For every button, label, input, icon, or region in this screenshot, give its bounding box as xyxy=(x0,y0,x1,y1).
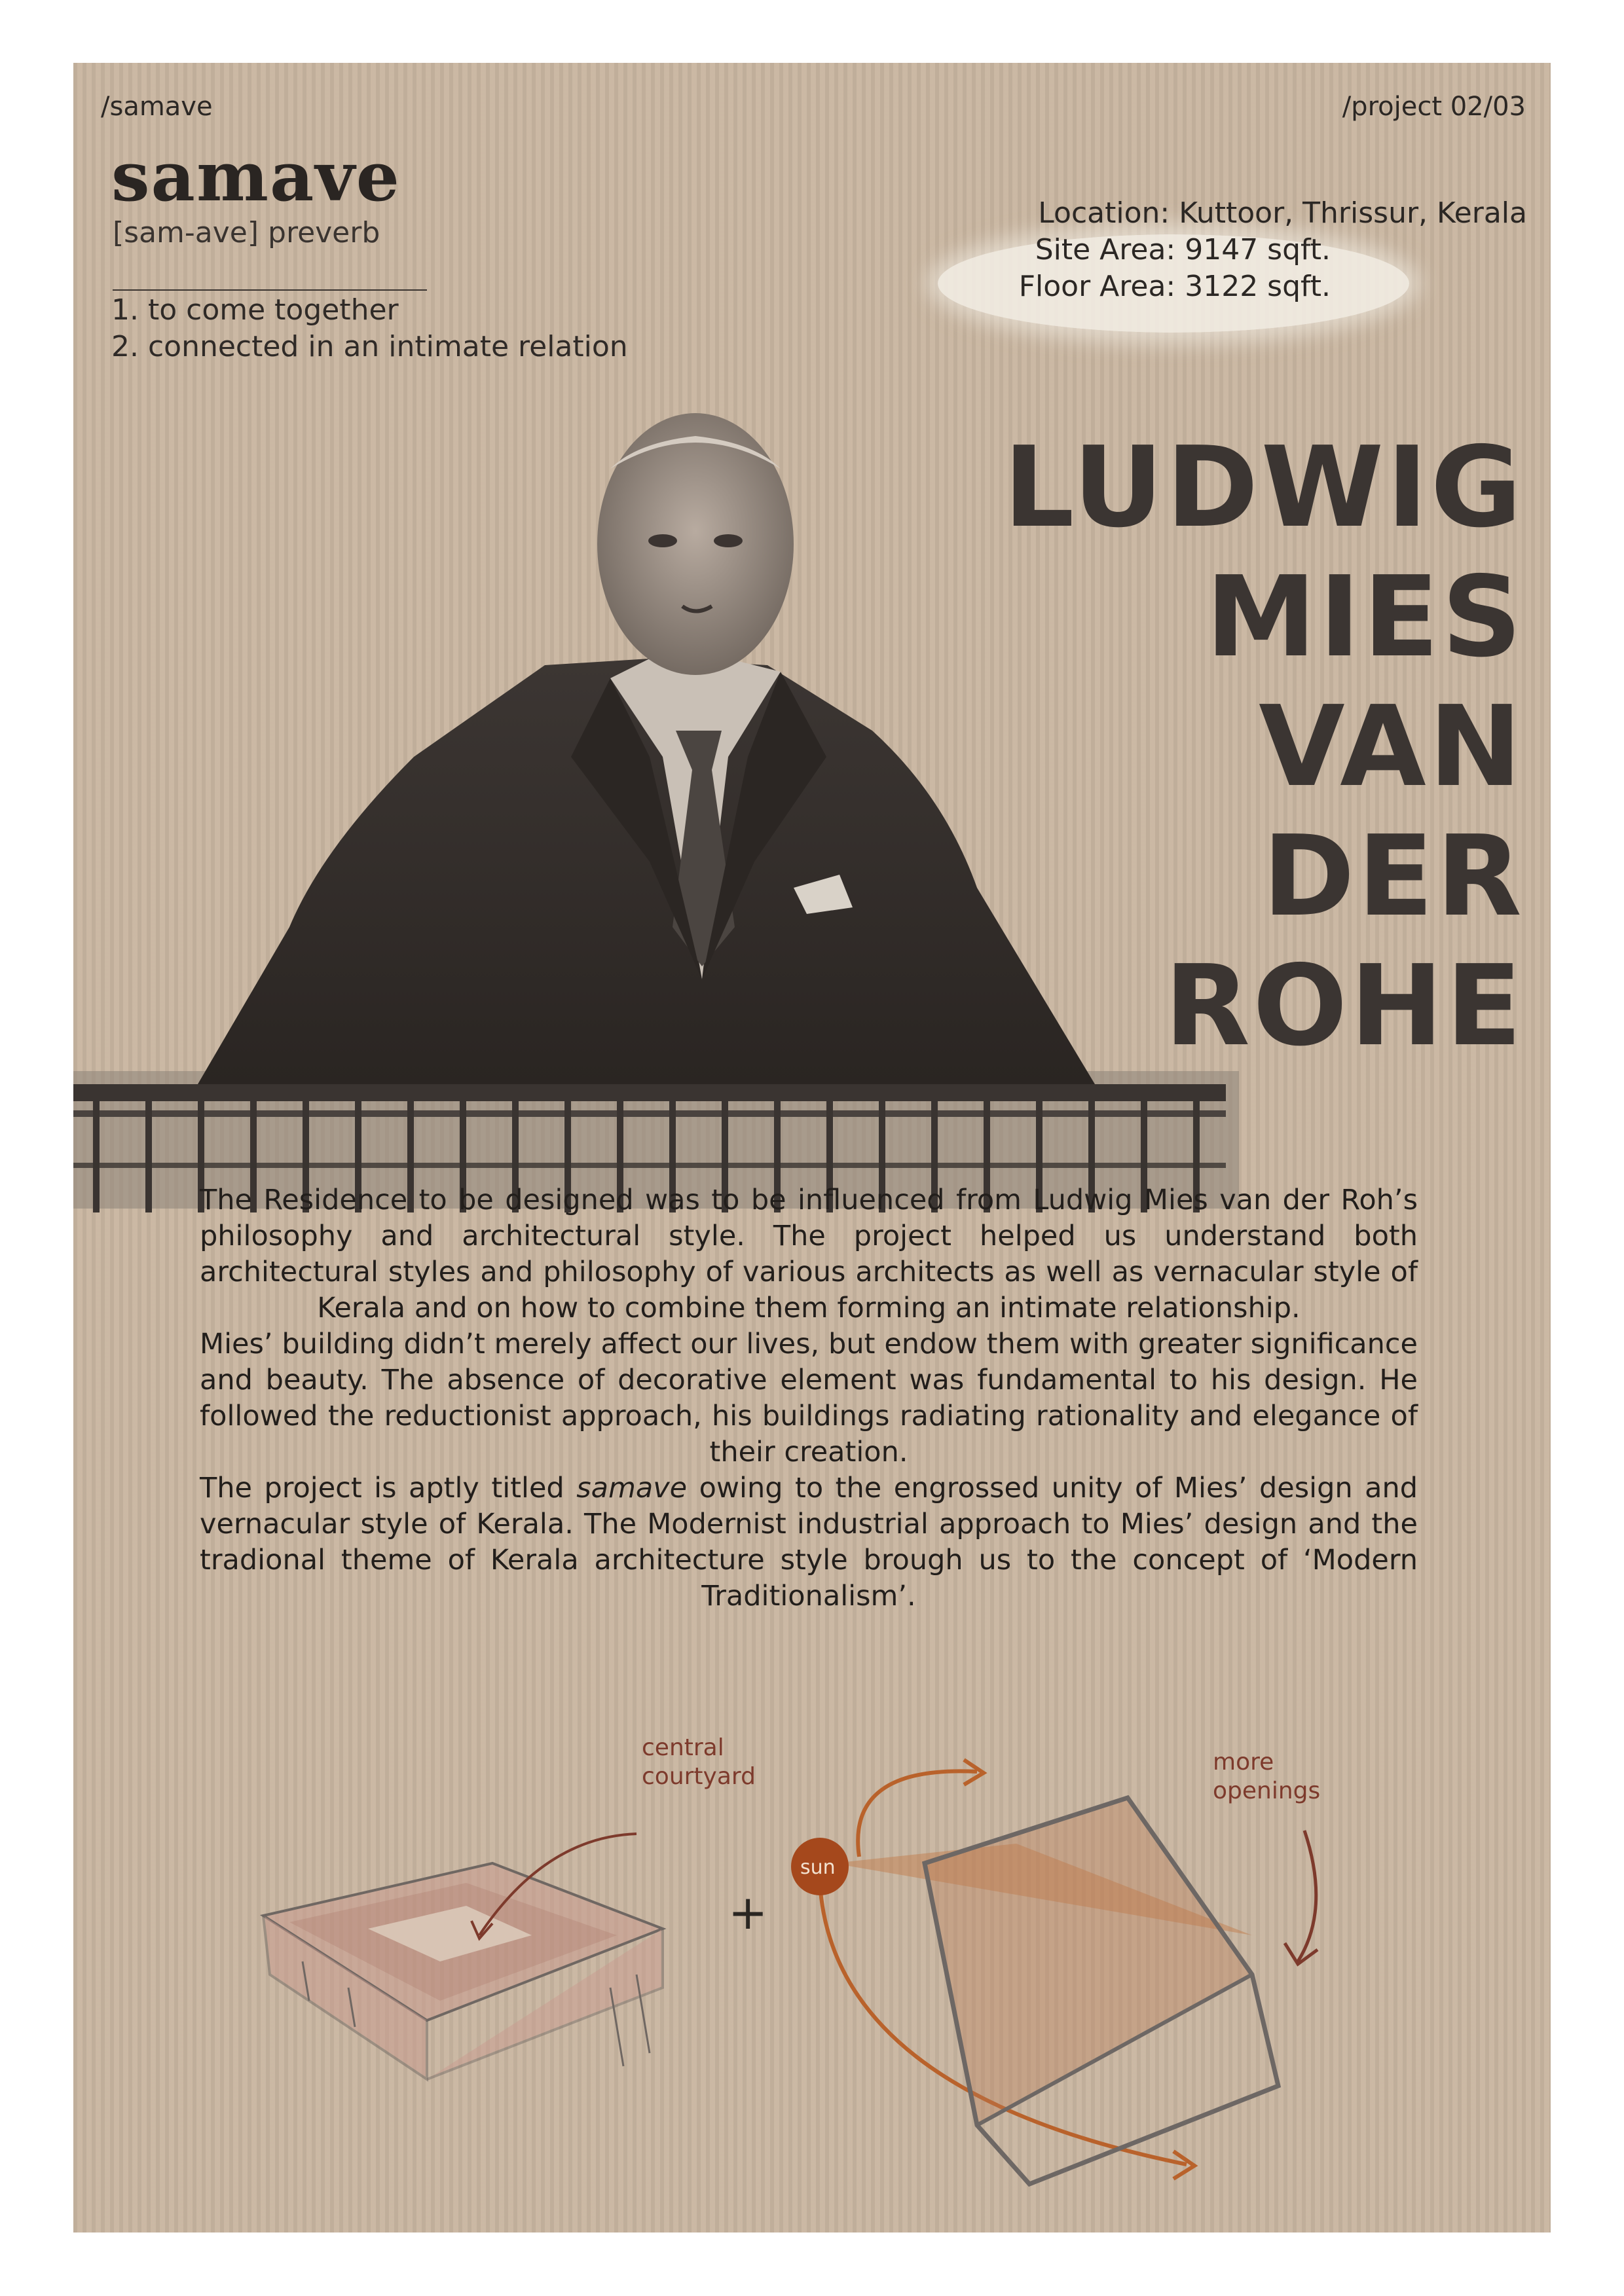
description-paragraph-2: Mies’ building didn’t merely affect our lives, but endow them with greater significance and beauty. The absence of decorative element was fundamental to his design. He followed the reductionist approach, his buildings radiating rationality and elegance of their creation. xyxy=(200,1328,1418,1468)
project-description xyxy=(200,1182,1418,1614)
openings-label xyxy=(1213,1748,1320,1806)
definition-pronunciation: [sam-ave] preverb xyxy=(113,216,380,249)
courtyard-label-line-1: central xyxy=(642,1734,724,1761)
definition-divider xyxy=(113,289,427,291)
project-location: Location: Kuttoor, Thrissur, Kerala xyxy=(1038,196,1527,230)
openings-label-line-1: more xyxy=(1213,1749,1274,1776)
architect-name-line-3: VAN xyxy=(1259,682,1524,812)
openings-arrow-icon xyxy=(1298,1831,1316,1961)
architect-name-line-5: ROHE xyxy=(1164,941,1524,1071)
poster-sheet xyxy=(73,63,1551,2232)
courtyard-label-line-2: courtyard xyxy=(642,1763,756,1790)
definition-meaning-1: 1. to come together xyxy=(111,293,399,327)
courtyard-label xyxy=(642,1734,756,1791)
project-site-area: Site Area: 9147 sqft. xyxy=(1035,233,1331,266)
architect-name-line-2: MIES xyxy=(1206,553,1524,682)
project-floor-area: Floor Area: 3122 sqft. xyxy=(1018,270,1331,303)
definition-meaning-2: 2. connected in an intimate relation xyxy=(111,330,628,363)
definition-list xyxy=(111,292,628,365)
definition-word: samave xyxy=(111,136,401,217)
header-left-tag: /samave xyxy=(101,92,213,122)
sun-label: sun xyxy=(800,1856,836,1879)
architect-name-line-4: DER xyxy=(1262,812,1524,941)
description-paragraph-3: The project is aptly titled samave owing to the engrossed unity of Mies’ design and vernacular style of Kerala. The Modernist industrial approach to Mies’ design and the tradional theme of Kerala architecture style brough us to the concept of ‘Modern Traditionalism’. xyxy=(200,1472,1418,1613)
header-right-tag: /project 02/03 xyxy=(1342,92,1526,122)
project-info xyxy=(1019,195,1527,305)
architect-name-line-1: LUDWIG xyxy=(1003,423,1524,553)
plus-sign: + xyxy=(728,1885,768,1940)
concept-sketch xyxy=(73,1713,1551,2232)
courtyard-house-sketch xyxy=(263,1863,663,2079)
project-title-italic: samave xyxy=(576,1472,688,1504)
openings-label-line-2: openings xyxy=(1213,1777,1321,1804)
cube-massing-sketch xyxy=(925,1798,1278,2184)
description-paragraph-1: The Residence to be designed was to be influenced from Ludwig Mies van der Roh’s philosophy and architectural style. The project helped us understand both architectural styles and philosophy of various architects as well as vernacular style of Kerala and on how to combine them forming an intimate relationship. xyxy=(200,1184,1418,1324)
architect-name xyxy=(1003,423,1524,1071)
